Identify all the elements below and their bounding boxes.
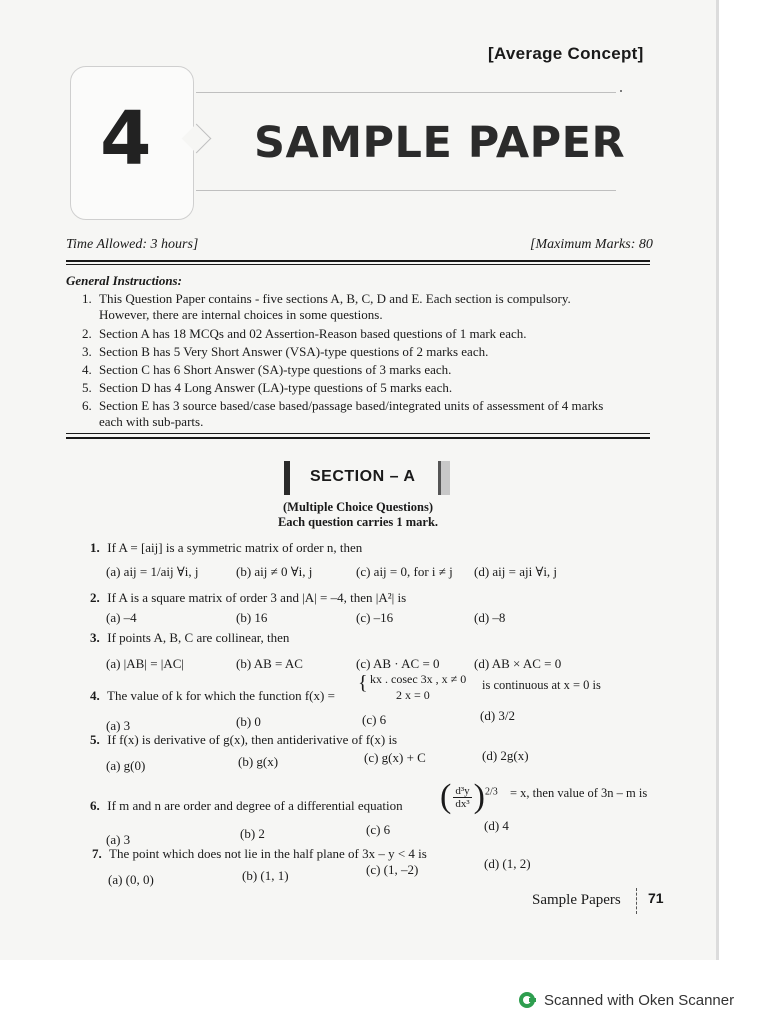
question-tail: is continuous at x = 0 is <box>482 678 601 692</box>
piecewise-case: 2 x = 0 <box>396 688 430 702</box>
section-bracket-right <box>438 461 450 495</box>
banner-top-line <box>196 92 616 93</box>
question: 5. If f(x) is derivative of g(x), then antiderivative of f(x) is <box>90 732 398 747</box>
page-edge <box>716 0 719 960</box>
option: (c) 6 <box>366 822 391 837</box>
divider-rule <box>66 260 650 262</box>
paper-number: 4 <box>100 96 152 182</box>
question-tail: = x, then value of 3n – m is <box>510 786 648 800</box>
question: 3. If points A, B, C are collinear, then <box>90 630 290 645</box>
option: (d) 4 <box>484 818 509 833</box>
option: (c) 6 <box>362 712 387 727</box>
scanner-watermark: Scanned with Oken Scanner <box>518 991 734 1009</box>
section-note: Each question carries 1 mark. <box>277 515 439 529</box>
option: (a) g(0) <box>106 758 146 773</box>
instructions-heading: General Instructions: <box>66 273 182 288</box>
section-subtitle: (Multiple Choice Questions) <box>283 500 433 514</box>
option: (c) AB · AC = 0 <box>356 656 440 671</box>
option: (d) AB × AC = 0 <box>474 656 562 671</box>
option: (b) 16 <box>236 610 268 625</box>
option: (a) |AB| = |AC| <box>106 656 185 671</box>
section-bracket-left <box>284 461 290 495</box>
option: (d) (1, 2) <box>484 856 531 871</box>
option: (b) AB = AC <box>236 656 303 671</box>
instruction-item: 6. Section E has 3 source based/case based/passage based/integrated units of assessment of 4 marks each with sub-parts. <box>82 398 604 429</box>
option: (b) g(x) <box>238 754 279 769</box>
option: (c) g(x) + C <box>364 750 426 765</box>
instruction-item: 4. Section C has 6 Short Answer (SA)-type questions of 3 marks each. <box>82 362 452 377</box>
option: (d) –8 <box>474 610 506 625</box>
instruction-item: 5. Section D has 4 Long Answer (LA)-type questions of 5 marks each. <box>82 380 453 395</box>
option: (c) aij = 0, for i ≠ j <box>356 564 453 579</box>
question: 7. The point which does not lie in the half plane of 3x – y < 4 is <box>92 846 427 861</box>
difficulty-tag: [Average Concept] <box>488 44 644 63</box>
paper-title: SAMPLE PAPER <box>254 118 626 168</box>
instruction-item: 3. Section B has 5 Very Short Answer (VSA)-type questions of 2 marks each. <box>82 344 489 359</box>
divider-rule <box>66 433 650 434</box>
option: (a) (0, 0) <box>108 872 154 887</box>
instruction-item: 2. Section A has 18 MCQs and 02 Assertion-Reason based questions of 1 mark each. <box>82 326 527 341</box>
option: (b) (1, 1) <box>242 868 289 883</box>
maximum-marks: [Maximum Marks: 80 <box>530 237 653 252</box>
option: (b) aij ≠ 0 ∀i, j <box>236 564 313 579</box>
scanner-logo-icon <box>518 991 536 1009</box>
divider-rule <box>66 437 650 439</box>
piecewise-case: kx . cosec 3x , x ≠ 0 <box>370 672 467 686</box>
banner-bottom-line <box>196 190 616 191</box>
option: (c) –16 <box>356 610 394 625</box>
question: 6. If m and n are order and degree of a differential equation <box>90 798 403 813</box>
page-number: 71 <box>648 890 664 906</box>
option: (d) aij = aji ∀i, j <box>474 564 558 579</box>
option: (c) (1, –2) <box>366 862 419 877</box>
footer-separator <box>636 888 638 914</box>
brace-symbol: { <box>358 672 368 694</box>
option: (a) 3 <box>106 718 131 733</box>
derivative-expression: ( $\frac{\text{d³y}}{\text{dx³}}$ )$^{2/3}$ <box>440 778 498 815</box>
time-allowed: Time Allowed: 3 hours] <box>66 237 199 252</box>
footer-label: Sample Papers <box>532 892 621 908</box>
option: (d) 3/2 <box>480 708 516 723</box>
option: (a) –4 <box>106 610 137 625</box>
question: 4. The value of k for which the function f(x) = <box>90 688 335 703</box>
option: (d) 2g(x) <box>482 748 529 763</box>
option: (a) 3 <box>106 832 131 847</box>
divider-rule <box>66 264 650 265</box>
instruction-item: 1. This Question Paper contains - five sections A, B, C, D and E. Each section is compulsory. However, there are internal choices in some questions. <box>82 291 571 322</box>
option: (b) 0 <box>236 714 261 729</box>
section-title: SECTION – A <box>310 468 416 485</box>
option: (a) aij = 1/aij ∀i, j <box>106 564 199 579</box>
question: 2. If A is a square matrix of order 3 and |A| = –4, then |A²| is <box>90 590 407 605</box>
option: (b) 2 <box>240 826 265 841</box>
question: 1. If A = [aij] is a symmetric matrix of order n, then <box>90 540 363 555</box>
banner-dot <box>620 90 622 92</box>
